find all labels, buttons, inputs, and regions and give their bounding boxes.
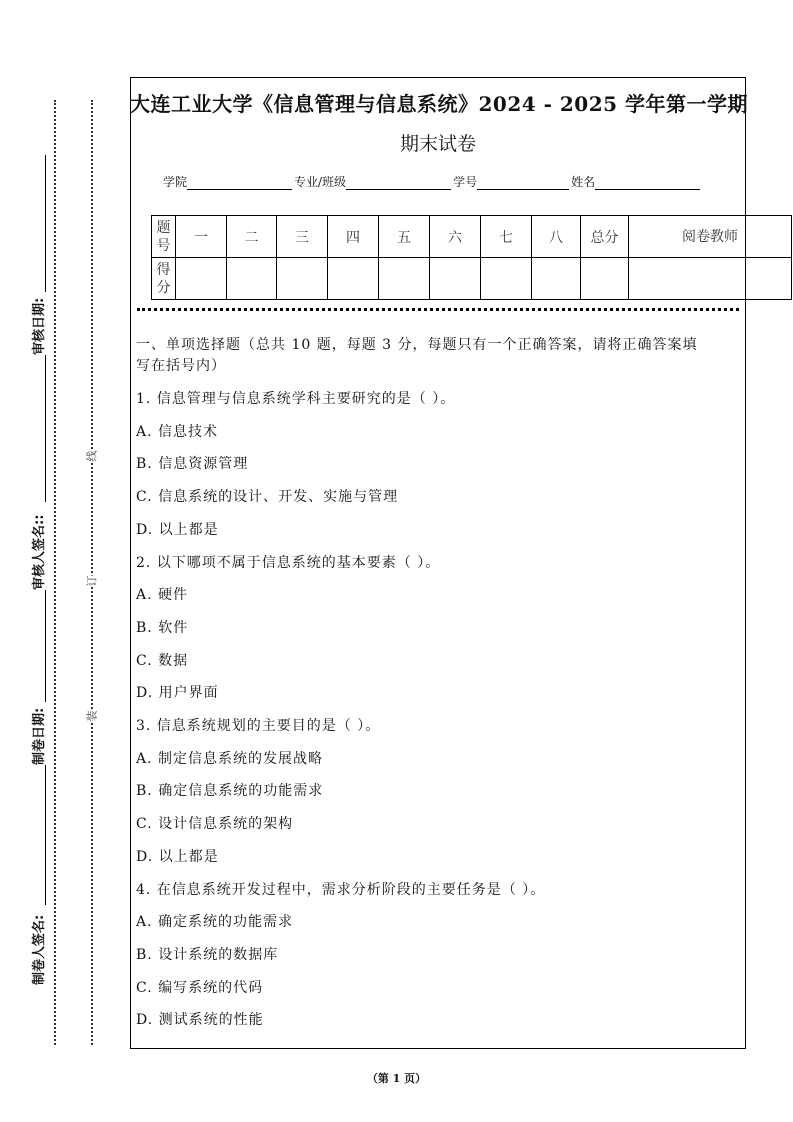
major-class-input[interactable] [346,177,451,190]
reviewer-signature-label: 审核人签名:: [32,514,47,590]
preparer-signature-line[interactable] [45,765,46,905]
college-input[interactable] [187,177,292,190]
question-option: D. 以上都是 [136,848,219,865]
score-cell[interactable] [277,258,328,300]
student-info-fields [163,173,702,190]
student-id-input[interactable] [477,177,569,190]
row-label-question-number: 题号 [152,216,176,258]
question-option: B. 设计系统的数据库 [136,946,279,963]
column-header: 六 [430,216,481,258]
review-date-label: 审核日期: [32,297,47,355]
question-option: D. 用户界面 [136,685,219,702]
score-row [152,258,792,300]
dotted-separator [137,308,739,311]
score-cell[interactable] [430,258,481,300]
question-option: C. 数据 [136,652,189,669]
score-cell[interactable] [581,258,629,300]
column-header: 二 [227,216,277,258]
column-header: 四 [328,216,379,258]
field-label-major-class: 专业/班级 [294,175,347,189]
seal-dotted-line-inner [91,100,93,1045]
question-option: C. 设计信息系统的架构 [136,816,294,833]
question-option: B. 软件 [136,619,189,636]
preparer-signature-label: 制卷人签名: [32,914,47,985]
field-label-student-id: 学号 [453,175,478,189]
question-option: B. 信息资源管理 [136,456,249,473]
column-header: 八 [532,216,581,258]
section-heading-cont: 写在括号内） [136,358,226,374]
binding-mark-ding: 订 [85,575,99,587]
question-option: C. 信息系统的设计、开发、实施与管理 [136,489,399,506]
seal-dotted-line-outer [54,100,56,1045]
row-label-score: 得分 [152,258,176,300]
column-header: 三 [277,216,328,258]
name-input[interactable] [595,177,700,190]
exam-title: 大连工业大学《信息管理与信息系统》2024 - 2025 学年第一学期 [130,92,749,116]
prepare-date-line[interactable] [45,590,46,702]
question-option: C. 编写系统的代码 [136,979,264,996]
page-number: （第 1 页） [366,1072,427,1085]
score-cell[interactable] [227,258,277,300]
question-option: B. 确定信息系统的功能需求 [136,783,324,800]
score-cell[interactable] [629,258,792,300]
review-date-line[interactable] [45,155,46,292]
binding-mark-xian: 线 [85,450,99,462]
column-header: 五 [379,216,430,258]
exam-subtitle: 期末试卷 [399,133,476,155]
column-header: 一 [176,216,227,258]
signature-margin [28,122,48,1022]
question-option: D. 测试系统的性能 [136,1012,264,1029]
score-table [151,215,792,300]
score-cell[interactable] [481,258,532,300]
score-cell[interactable] [328,258,379,300]
question-option: A. 确定系统的功能需求 [136,914,294,931]
reviewer-signature-line[interactable] [45,355,46,502]
question-stem: 4. 在信息系统开发过程中，需求分析阶段的主要任务是（ ）。 [136,881,546,898]
score-cell[interactable] [379,258,430,300]
column-header: 总分 [581,216,629,258]
section-heading: 一、单项选择题（总共 10 题，每题 3 分，每题只有一个正确答案，请将正确答案填 [136,337,698,353]
question-stem: 1. 信息管理与信息系统学科主要研究的是（ ）。 [136,391,456,407]
field-label-college: 学院 [163,175,188,189]
question-number-row [152,216,792,258]
column-header: 阅卷教师 [629,216,792,258]
question-stem: 3. 信息系统规划的主要目的是（ ）。 [136,718,381,734]
binding-mark-zhuang: 装 [85,710,99,722]
column-header: 七 [481,216,532,258]
prepare-date-label: 制卷日期: [32,707,47,765]
question-option: A. 制定信息系统的发展战略 [136,750,324,767]
question-option: A. 硬件 [136,587,189,604]
question-option: D. 以上都是 [136,521,219,538]
score-cell[interactable] [532,258,581,300]
score-cell[interactable] [176,258,227,300]
question-option: A. 信息技术 [136,423,219,440]
question-stem: 2. 以下哪项不属于信息系统的基本要素（ ）。 [136,554,441,571]
field-label-name: 姓名 [571,175,596,189]
